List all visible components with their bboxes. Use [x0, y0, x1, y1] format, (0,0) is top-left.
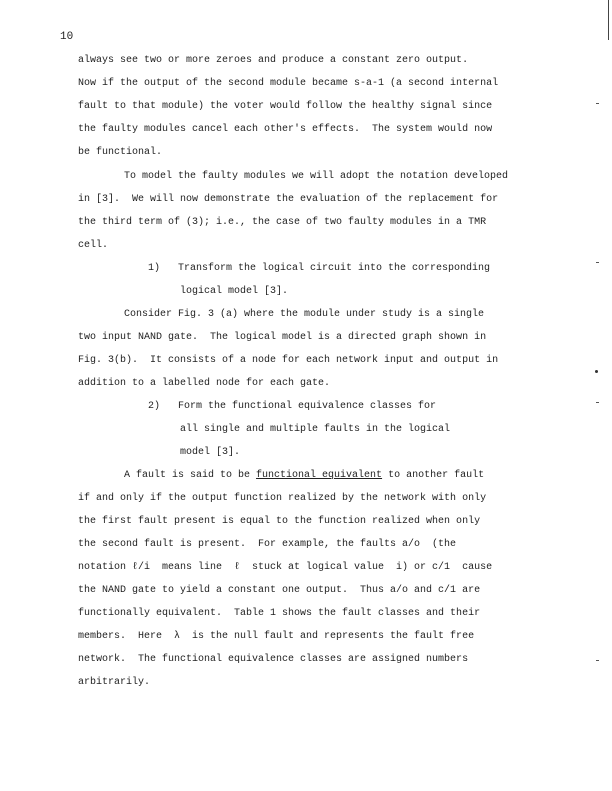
text-line: Consider Fig. 3 (a) where the module under study is a single — [124, 309, 485, 320]
list-item-continuation: all single and multiple faults in the logical — [180, 424, 451, 435]
text-line: in [3]. We will now demonstrate the evaluation of the replacement for — [78, 194, 499, 205]
text-line: addition to a labelled node for each gate. — [78, 378, 331, 389]
scan-edge-mark — [596, 402, 599, 403]
text-line: notation ℓ/i means line ℓ stuck at logical value i) or c/1 cause — [78, 562, 493, 573]
text-line: To model the faulty modules we will adopt the notation developed — [124, 171, 509, 182]
scan-edge-mark — [596, 660, 599, 661]
text-line: the first fault present is equal to the function realized when only — [78, 516, 481, 527]
text-line: the NAND gate to yield a constant one output. Thus a/o and c/1 are — [78, 585, 481, 596]
defined-term: functional equivalent — [256, 470, 383, 481]
text-line: the third term of (3); i.e., the case of two faulty modules in a TMR — [78, 217, 487, 228]
text-line: cell. — [78, 240, 109, 251]
text-line: functionally equivalent. Table 1 shows the fault classes and their — [78, 608, 481, 619]
definition-text: to another fault — [382, 470, 485, 481]
scan-edge-mark — [596, 103, 599, 104]
text-line: Now if the output of the second module became s-a-1 (a second internal — [78, 78, 499, 89]
list-item: 2) Form the functional equivalence classes for — [148, 401, 437, 412]
text-line: arbitrarily. — [78, 677, 151, 688]
text-line: members. Here λ is the null fault and represents the fault free — [78, 631, 475, 642]
text-line: the second fault is present. For example, the faults a/o (the — [78, 539, 457, 550]
text-line: be functional. — [78, 147, 163, 158]
text-line: always see two or more zeroes and produce a constant zero output. — [78, 55, 469, 66]
text-line: the faulty modules cancel each other's effects. The system would now — [78, 124, 493, 135]
scan-edge-bar — [608, 0, 609, 40]
text-line: two input NAND gate. The logical model is a directed graph shown in — [78, 332, 487, 343]
list-item-continuation: model [3]. — [180, 447, 241, 458]
text-line: network. The functional equivalence classes are assigned numbers — [78, 654, 469, 665]
scan-edge-dot — [595, 370, 598, 373]
scan-edge-mark — [596, 262, 599, 263]
text-line: if and only if the output function realized by the network with only — [78, 493, 487, 504]
definition-text: A fault is said to be — [124, 470, 257, 481]
list-item: 1) Transform the logical circuit into the corresponding — [148, 263, 491, 274]
list-item-continuation: logical model [3]. — [180, 286, 289, 297]
definition-line — [124, 469, 484, 482]
page-number: 10 — [60, 31, 74, 43]
text-line: fault to that module) the voter would follow the healthy signal since — [78, 101, 493, 112]
text-line: Fig. 3(b). It consists of a node for each network input and output in — [78, 355, 499, 366]
